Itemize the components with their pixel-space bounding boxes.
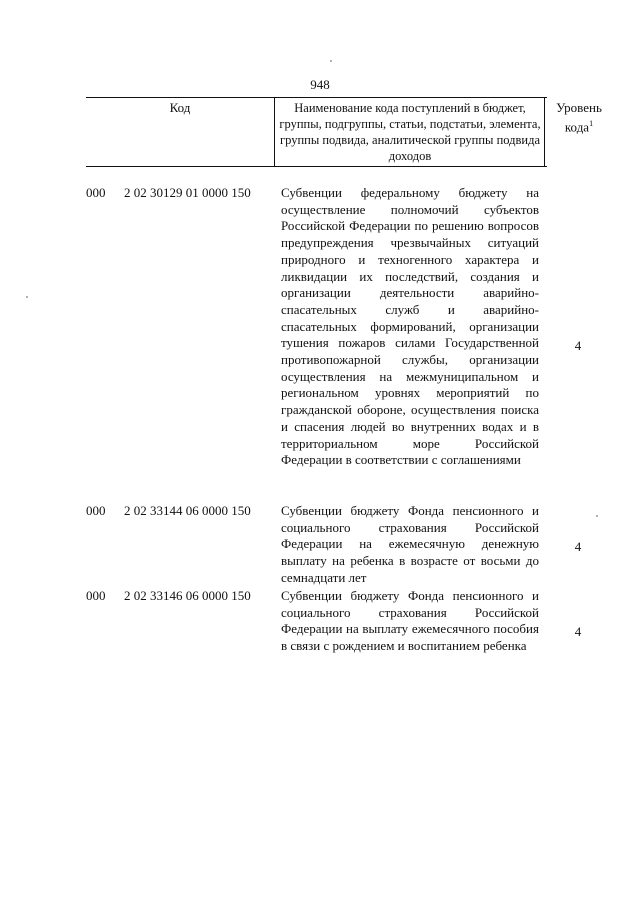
row-level: 4 xyxy=(574,338,582,353)
header-divider xyxy=(544,98,545,166)
row-name: Субвенции федеральному бюджету на осуществление полномочий субъектов Российской Федерации по решению вопросов предупреждения чрезвычайных ситуаций природного и техногенного характера и ликвидации их последствий, создания и организации деятельности аварийно-спасательных служб и аварийно-спасательных формирований, организации тушения пожаров силами Государственной противопожарной службы, организации осуществления на межмуниципальном и региональном уровнях мероприятий по гражданской обороне, осуществления поиска и спасения людей во внутренних водах и в территориальном море Российской Федерации в соответствии с соглашениями xyxy=(281,185,539,468)
row-code: 2 02 33144 06 0000 150 xyxy=(124,503,251,518)
page-number: 948 xyxy=(310,77,330,92)
table-header xyxy=(86,97,602,167)
scan-speck xyxy=(596,515,598,517)
scan-speck xyxy=(330,60,332,62)
row-level: 4 xyxy=(574,539,582,554)
header-level-label: Уровень кода xyxy=(556,100,602,135)
header-level xyxy=(547,100,611,135)
row-level: 4 xyxy=(574,624,582,639)
row-code: 2 02 33146 06 0000 150 xyxy=(124,588,251,603)
scan-speck xyxy=(26,296,28,298)
row-name: Субвенции бюджету Фонда пенсионного и социального страхования Российской Федерации на выплату ежемесячного пособия в связи с рождением и воспитанием ребенка xyxy=(281,588,539,654)
header-level-footnote: 1 xyxy=(589,119,594,128)
row-code-prefix: 000 xyxy=(86,185,106,200)
header-code: Код xyxy=(169,100,191,115)
row-name: Субвенции бюджету Фонда пенсионного и социального страхования Российской Федерации на ежемесячную денежную выплату на ребенка в возрасте от восьми до семнадцати лет xyxy=(281,503,539,585)
header-divider xyxy=(274,98,275,166)
row-code: 2 02 30129 01 0000 150 xyxy=(124,185,251,200)
row-code-prefix: 000 xyxy=(86,503,106,518)
header-name: Наименование кода поступлений в бюджет, группы, подгруппы, статьи, подстатьи, элемента, группы подвида, аналитической группы подвида доходов xyxy=(279,101,541,163)
row-code-prefix: 000 xyxy=(86,588,106,603)
